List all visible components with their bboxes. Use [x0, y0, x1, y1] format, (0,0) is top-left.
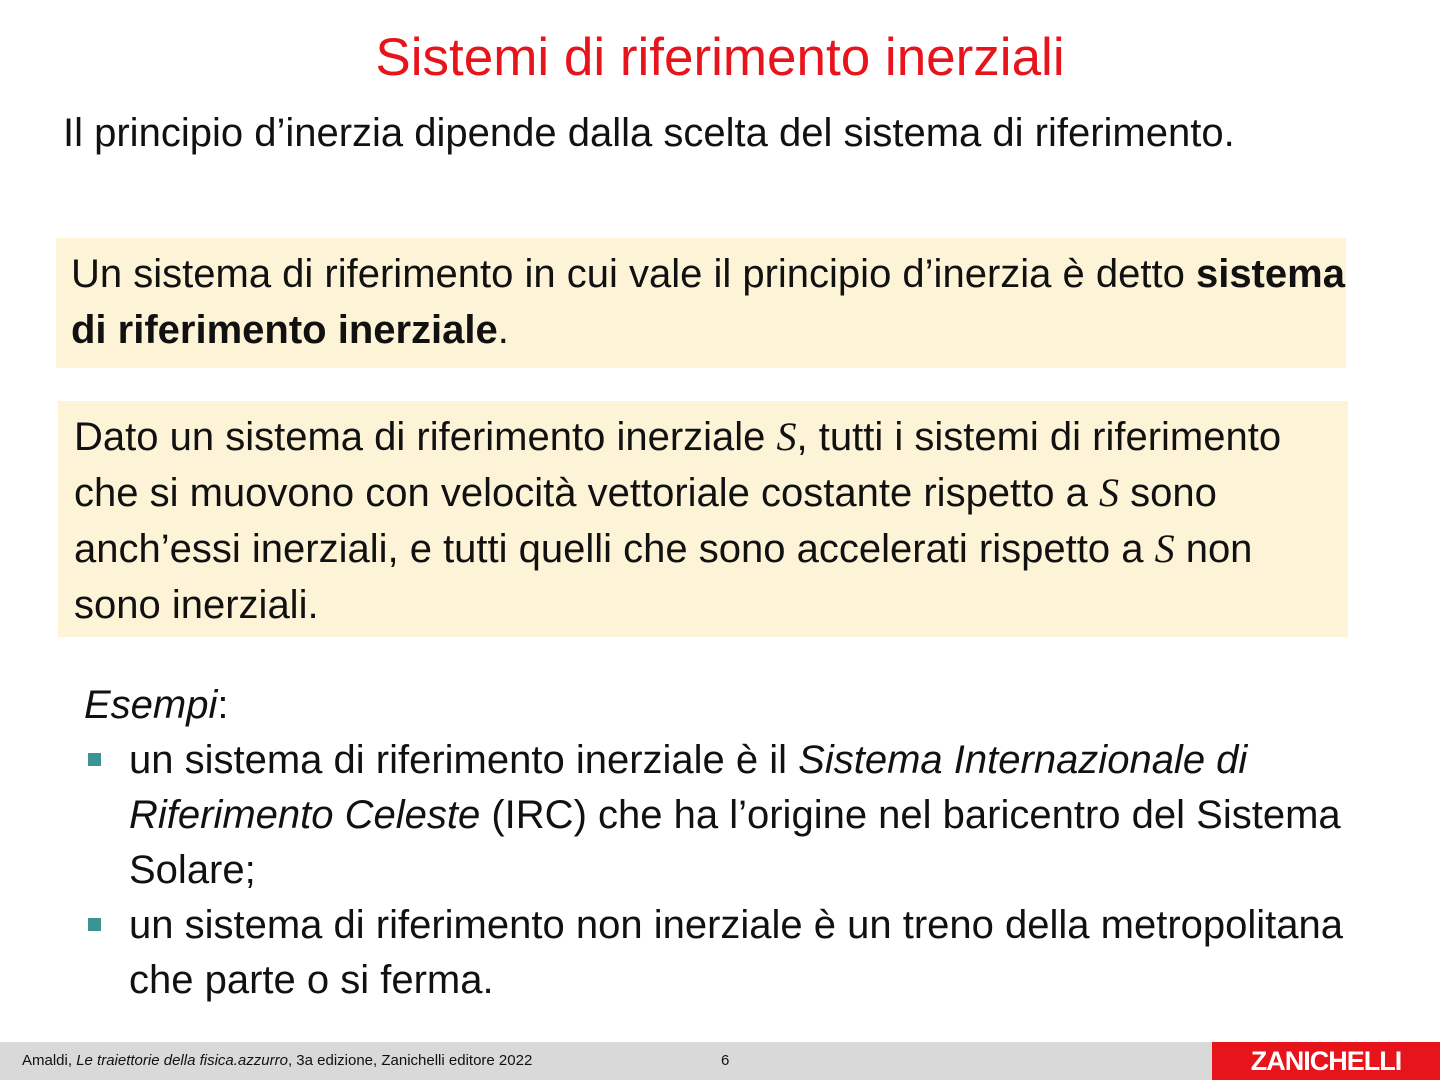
symbol-s: S — [1099, 470, 1119, 515]
slide-title: Sistemi di riferimento inerziali — [375, 28, 1065, 87]
square-bullet-icon — [88, 753, 101, 766]
zanichelli-logo: ZANICHELLI — [1212, 1042, 1440, 1080]
examples-heading — [84, 678, 1364, 733]
example-2-text: un sistema di riferimento non inerziale è un treno della metropolitana che parte o si ferma. — [129, 903, 1344, 1002]
symbol-s: S — [1154, 526, 1175, 571]
page-number: 6 — [721, 1052, 730, 1069]
list-item — [84, 898, 1364, 1008]
footer-author: Amaldi, — [22, 1052, 77, 1069]
intro-text: Il principio d’inerzia dipende dalla scelta del sistema di riferimento. — [63, 111, 1235, 155]
theorem-text-1: Dato un sistema di riferimento inerziale — [74, 415, 777, 459]
examples-section — [84, 678, 1364, 1008]
theorem-box — [58, 401, 1348, 637]
definition-period: . — [497, 308, 509, 352]
footer-edition: , 3a edizione, Zanichelli editore 2022 — [287, 1052, 533, 1069]
example-1-italic: Sistema Internazionale di Riferimento Celeste — [129, 738, 1248, 837]
definition-text: Un sistema di riferimento in cui vale il principio d’inerzia è detto — [71, 252, 1196, 296]
theorem-text-3: sono anch’essi inerziali, e tutti quelli che sono accelerati rispetto a — [74, 471, 1217, 571]
example-1-text-end: (IRC) che ha l’origine nel baricentro del Sistema Solare; — [129, 793, 1341, 892]
example-1-text: un sistema di riferimento inerziale è il — [129, 738, 799, 782]
definition-box — [56, 238, 1346, 368]
theorem-text-2: , tutti i sistemi di riferimento che si muovono con velocità vettoriale costante rispetto a — [74, 415, 1282, 515]
square-bullet-icon — [88, 918, 101, 931]
footer-bar — [0, 1042, 1440, 1080]
examples-heading-label: Esempi — [84, 683, 218, 727]
footer-book-title: Le traiettorie della fisica.azzurro — [76, 1052, 288, 1069]
definition-term: sistema di riferimento inerziale — [71, 252, 1345, 352]
footer-citation — [22, 1052, 532, 1069]
list-item — [84, 733, 1364, 898]
symbol-s: S — [776, 414, 797, 459]
theorem-text-4: non sono inerziali. — [74, 527, 1253, 627]
examples-heading-colon: : — [217, 683, 229, 727]
